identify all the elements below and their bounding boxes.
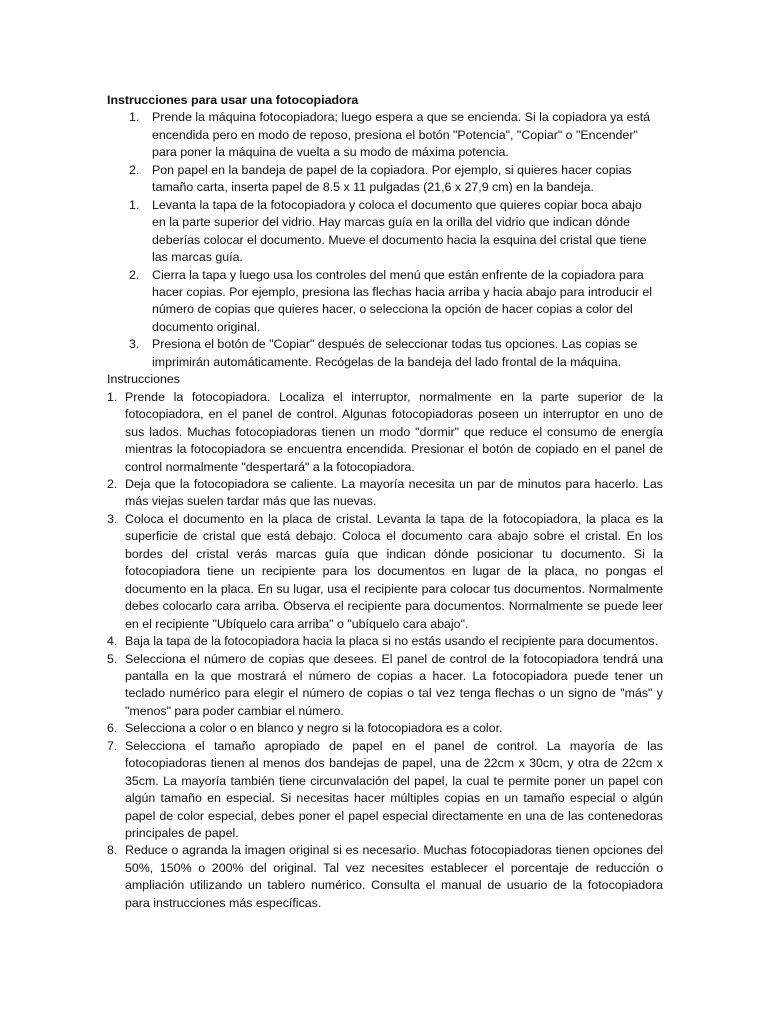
item-text: Cierra la tapa y luego usa los controles del menú que están enfrente de la copiadora para hacer copias. Por ejemplo, presiona las flechas hacia arriba y hacia abajo para introducir el número de copias que quieres hacer, o selecciona la opción de hacer copias a color del documento original. bbox=[152, 267, 653, 334]
list-item bbox=[107, 389, 663, 476]
item-number: 7. bbox=[107, 738, 118, 753]
document-page bbox=[107, 92, 663, 912]
item-text: Pon papel en la bandeja de papel de la copiadora. Por ejemplo, si quieres hacer copias tamaño carta, inserta papel de 8.5 x 11 pulgadas (21,6 x 27,9 cm) en la bandeja. bbox=[152, 162, 632, 195]
list-item bbox=[107, 109, 663, 161]
item-text: Reduce o agranda la imagen original si es necesario. Muchas fotocopiadoras tienen opciones del 50%, 150% o 200% del original. Tal vez necesites establecer el porcentaje de reducción o ampliación utilizando un tablero numérico. Consulta el manual de usuario de la fotocopiadora para instrucciones más específicas. bbox=[125, 843, 663, 910]
item-number: 3. bbox=[129, 337, 140, 352]
item-text: Prende la fotocopiadora. Localiza el interruptor, normalmente en la parte superior de la fotocopiadora, en el panel de control. Algunas fotocopiadoras poseen un interruptor en uno de sus lados. Muchas fotocopiadoras tienen un modo "dormir" que reduce el consumo de energía mientras la fotocopiadora se encuentra encendida. Presionar el botón de copiado en el panel de control normalmente "despertará" a la fotocopiadora. bbox=[125, 389, 663, 474]
item-text: Selecciona a color o en blanco y negro si la fotocopiadora es a color. bbox=[125, 721, 503, 736]
list-item bbox=[107, 738, 663, 843]
list-item bbox=[107, 197, 663, 267]
item-text: Deja que la fotocopiadora se caliente. La mayoría necesita un par de minutos para hacerlo. Las más viejas suelen tardar más que las nuevas. bbox=[125, 476, 663, 509]
instruction-list bbox=[107, 389, 663, 913]
item-text: Selecciona el número de copias que desees. El panel de control de la fotocopiadora tendrá una pantalla en la que mostrará el número de copias a hacer. La fotocopiadora puede tener un teclado numérico para elegir el número de copias o tal vez tenga flechas o un signo de "más" y "menos" para poder cambiar el número. bbox=[125, 651, 663, 718]
instruction-list bbox=[107, 109, 663, 371]
section-title: Instrucciones para usar una fotocopiadora bbox=[107, 93, 359, 107]
item-number: 5. bbox=[107, 651, 118, 666]
item-text: Presiona el botón de "Copiar" después de seleccionar todas tus opciones. Las copias se imprimirán automáticamente. Recógelas de la bandeja del lado frontal de la máquina. bbox=[152, 337, 638, 369]
item-number: 2. bbox=[129, 267, 140, 282]
list-item bbox=[107, 336, 663, 371]
item-text: Baja la tapa de la fotocopiadora hacia la placa si no estás usando el recipiente para documentos. bbox=[125, 634, 659, 649]
item-number: 6. bbox=[107, 721, 118, 736]
list-item bbox=[107, 162, 663, 197]
item-number: 1. bbox=[129, 197, 140, 212]
item-number: 4. bbox=[107, 634, 118, 649]
list-item bbox=[107, 476, 663, 511]
list-item bbox=[107, 720, 663, 737]
list-item bbox=[107, 633, 663, 650]
section-instructions bbox=[107, 371, 663, 912]
item-number: 8. bbox=[107, 843, 118, 858]
item-number: 3. bbox=[107, 511, 118, 526]
item-number: 2. bbox=[107, 476, 118, 491]
item-text: Coloca el documento en la placa de cristal. Levanta la tapa de la fotocopiadora, la placa es la superficie de cristal que está debajo. Coloca el documento cara abajo sobre el cristal. En los bordes del cristal verás marcas guía que indican dónde posicionar tu documento. Si la fotocopiadora tiene un recipiente para los documentos en lugar de la placa, no pongas el documento en la placa. En su lugar, usa el recipiente para colocar tus documentos. Normalmente debes colocarlo cara arriba. Observa el recipiente para documentos. Normalmente se puede leer en el recipiente "Ubíquelo cara arriba" o "ubíquelo cara abajo". bbox=[125, 511, 663, 631]
item-text: Prende la máquina fotocopiadora; luego espera a que se encienda. Si la copiadora ya está encendida pero en modo de reposo, presiona el botón "Potencia", "Copiar" o "Encender" para poner la máquina de vuelta a su modo de máxima potencia. bbox=[152, 110, 651, 160]
list-item bbox=[107, 511, 663, 633]
item-number: 2. bbox=[129, 162, 140, 177]
list-item bbox=[107, 842, 663, 912]
item-number: 1. bbox=[107, 389, 118, 404]
item-text: Levanta la tapa de la fotocopiadora y coloca el documento que quieres copiar boca abajo en la parte superior del vidrio. Hay marcas guía en la orilla del vidrio que indican dónde deberías colocar el documento. Mueve el documento hacia la esquina del cristal que tiene las marcas guía. bbox=[152, 197, 647, 265]
section-copier-usage bbox=[107, 92, 663, 371]
list-item bbox=[107, 651, 663, 721]
list-item bbox=[107, 267, 663, 337]
item-number: 1. bbox=[129, 110, 140, 125]
item-text: Selecciona el tamaño apropiado de papel en el panel de control. La mayoría de las fotocopiadoras tienen al menos dos bandejas de papel, una de 22cm x 30cm, y otra de 22cm x 35cm. La mayoría también tiene circunvalación del papel, la cual te permite poner un papel con algún tamaño en especial. Si necesitas hacer múltiples copias en un tamaño especial o algún papel de color especial, debes poner el papel especial directamente en una de las contenedoras principales de papel. bbox=[125, 738, 663, 841]
section-title: Instrucciones bbox=[107, 372, 181, 387]
